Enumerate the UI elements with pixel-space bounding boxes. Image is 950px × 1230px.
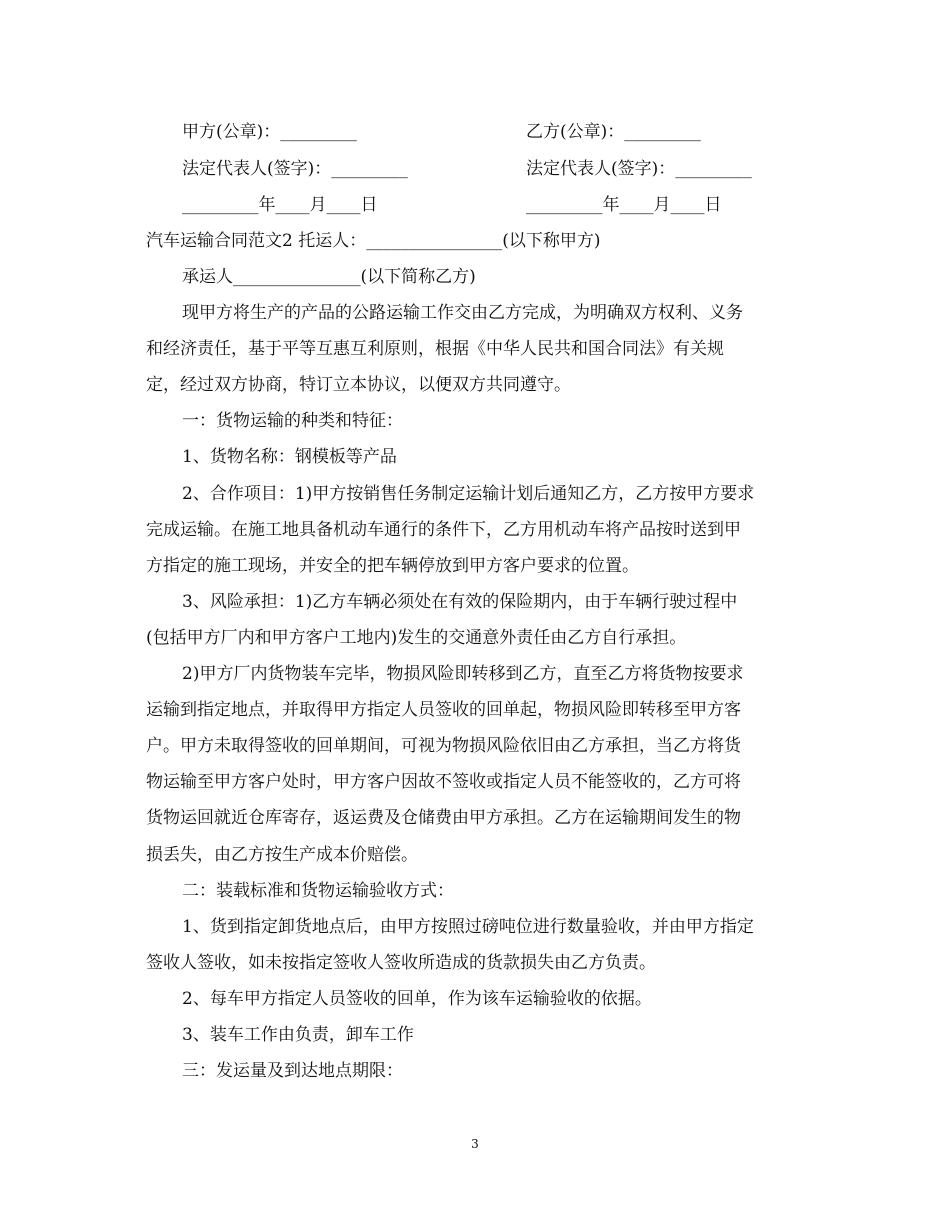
body-text-line: 签收人签收，如未按指定签收人签收所造成的货款损失由乙方负责。 <box>146 953 656 973</box>
contract-title-line: 汽车运输合同范文2 托运人：________________(以下称甲方) <box>146 231 601 251</box>
body-text-line: 和经济责任，基于平等互惠互利原则，根据《中华人民共和国合同法》有关规 <box>146 339 724 359</box>
body-text-line: 二：装载标准和货物运输验收方式： <box>182 881 454 901</box>
body-text-line: 2、每车甲方指定人员签收的回单，作为该车运输验收的依据。 <box>182 989 652 1009</box>
body-text-line: 完成运输。在施工地具备机动车通行的条件下，乙方用机动车将产品按时送到甲 <box>146 520 741 540</box>
body-text-line: 物运输至甲方客户处时，甲方客户因故不签收或指定人员不能签收的，乙方可将 <box>146 772 741 792</box>
party-a-date-line: _________年____月____日 <box>182 195 378 215</box>
party-a-seal-line: 甲方(公章)：_________ <box>182 122 357 142</box>
body-text-line: 1、货物名称：钢模板等产品 <box>182 447 397 467</box>
body-text-line: (包括甲方厂内和甲方客户工地内)发生的交通意外责任由乙方自行承担。 <box>146 628 687 648</box>
carrier-line: 承运人_______________(以下简称乙方) <box>182 267 476 287</box>
body-text-line: 方指定的施工现场，并安全的把车辆停放到甲方客户要求的位置。 <box>146 556 639 576</box>
body-text-line: 1、货到指定卸货地点后，由甲方按照过磅吨位进行数量验收，并由甲方指定 <box>182 917 754 937</box>
party-b-representative-line: 法定代表人(签字)：_________ <box>526 159 752 179</box>
body-text-line: 现甲方将生产的产品的公路运输工作交由乙方完成，为明确双方权利、义务 <box>182 303 743 323</box>
body-text-line: 货物运回就近仓库寄存，返运费及仓储费由甲方承担。乙方在运输期间发生的物 <box>146 808 741 828</box>
body-text-line: 损丢失，由乙方按生产成本价赔偿。 <box>146 845 418 865</box>
body-text-line: 运输到指定地点，并取得甲方指定人员签收的回单起，物损风险即转移至甲方客 <box>146 700 741 720</box>
page-number: 3 <box>471 1137 479 1151</box>
party-a-representative-line: 法定代表人(签字)：_________ <box>182 159 408 179</box>
body-text-line: 2)甲方厂内货物装车完毕，物损风险即转移到乙方，直至乙方将货物按要求 <box>182 664 744 684</box>
body-text-line: 3、装车工作由负责，卸车工作 <box>182 1025 414 1045</box>
party-b-seal-line: 乙方(公章)：_________ <box>526 122 701 142</box>
body-text-line: 户。甲方未取得签收的回单期间，可视为物损风险依旧由乙方承担，当乙方将货 <box>146 736 741 756</box>
body-text-line: 三：发运量及到达地点期限： <box>182 1061 403 1081</box>
body-text-line: 2、合作项目：1)甲方按销售任务制定运输计划后通知乙方，乙方按甲方要求 <box>182 484 755 504</box>
body-text-line: 一：货物运输的种类和特征： <box>182 411 403 431</box>
party-b-date-line: _________年____月____日 <box>526 195 722 215</box>
body-text-line: 3、风险承担：1)乙方车辆必须处在有效的保险期内，由于车辆行驶过程中 <box>182 592 738 612</box>
body-text-line: 定，经过双方协商，特订立本协议，以便双方共同遵守。 <box>146 375 571 395</box>
